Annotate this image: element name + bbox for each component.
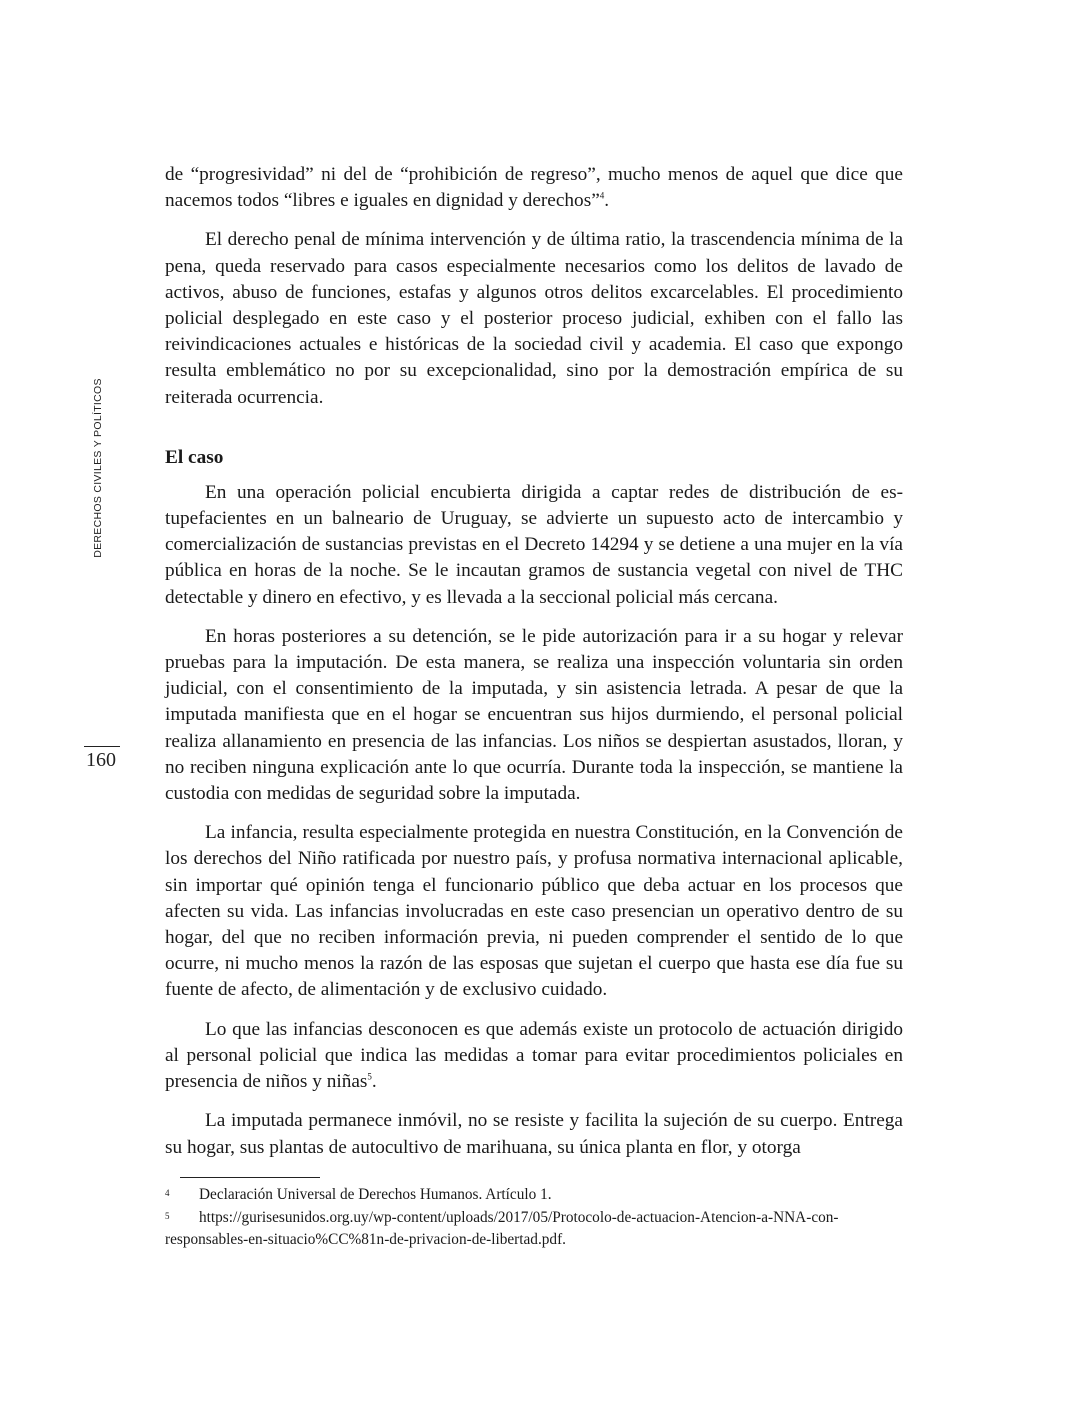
footnote-ref-4[interactable]: 4 [599,190,605,201]
paragraph-text: de “progresividad” ni del de “prohibición de regreso”, mucho menos de aquel que dice que nacemos todos “libres e iguales en dignidad y derechos” [165,164,903,212]
page-number-rule [84,746,120,747]
section-heading: El caso [165,446,224,468]
footnote-4 [165,1184,903,1207]
page-number: 160 [86,749,116,771]
footnote-text: Declaración Universal de Derechos Humanos. Artículo 1. [199,1186,552,1203]
paragraph-case-4 [165,1017,903,1096]
paragraph-tail: . [371,1071,377,1093]
footnote-link[interactable]: https://gurisesunidos.org.uy/wp-content/uploads/2017/05/Protocolo-de-actuacion-Atencion-a-NNA-con-responsables-en-situacio%CC%81n-de-privacion-de-libertad.pdf. [165,1208,839,1248]
paragraph-tail: . [604,190,610,212]
paragraph-case-2: En horas posteriores a su detención, se le pide autorización para ir a su hogar y relevar pruebas para la imputación. De esta manera, se realiza una inspección voluntaria sin orden judicial, con el consentimiento de la imputada, y sin asistencia letrada. A pesar de que la imputada manifiesta que en el hogar se encuentran sus hijos durmiendo, el personal policial realiza allanamiento en presencia de las infancias. Los niños se despiertan asustados, lloran, y no reciben ninguna explicación ante lo que ocurría. Durante toda la inspección, se mantiene la custodia con medidas de seguridad sobre la imputada. [165,625,903,805]
paragraph-case-1: En una operación policial encubierta dirigida a captar redes de distribución de estupefacientes en un balneario de Uruguay, se advierte un supuesto acto de intercambio y comercialización de sustancias previstas en el Decreto 14294 y se detiene a una mujer en la vía pública en horas de la noche. Se le incautan gramos de sustancia vegetal con nivel de THC detectable y dinero en efectivo, y es llevada a la seccional policial más cercana. [165,481,903,608]
footnote-mark: 4 [165,1188,170,1198]
footnote-rule [180,1177,320,1178]
body-text [165,162,903,1174]
paragraph-case-5: La imputada permanece inmóvil, no se resiste y facilita la sujeción de su cuerpo. Entrega su hogar, sus plantas de autocultivo de marihuana, su única planta en flor, y otorga [165,1110,903,1158]
footnote-5 [165,1207,903,1252]
footnote-ref-5[interactable]: 5 [367,1071,372,1082]
running-section-label: DERECHOS CIVILES Y POLÍTICOS [92,378,104,558]
paragraph-case-3: La infancia, resulta especialmente protegida en nuestra Constitución, en la Convención de los derechos del Niño ratificada por nuestro país, y profusa normativa internacional aplicable, sin importar qué opinión tenga el funcionario público que deba actuar en los procesos que afecten su vida. Las infancias involucradas en este caso presencian un operativo dentro de su hogar, del que no reciben información previa, ni pueden comprender el sentido de lo que ocurre, ni mucho menos la razón de las esposas que sujetan el cuerpo que hasta ese día fue su fuente de afecto, de alimentación y de exclusivo cuidado. [165,822,903,1001]
paragraph-text: Lo que las infancias desconocen es que además existe un protocolo de actuación dirigido al personal policial que indica las medidas a tomar para evitar procedimientos policiales en presencia de niños y niñas [165,1018,903,1093]
paragraph-intro-1 [165,162,903,214]
footnotes [165,1184,903,1252]
footnote-mark: 5 [165,1210,170,1221]
paragraph-intro-2: El derecho penal de mínima intervención y de última ratio, la trascendencia mínima de la pena, queda reservado para casos especialmente necesarios como los delitos de lavado de activos, abuso de funciones, estafas y algunos otros delitos excarcelables. El procedimiento policial desplegado en este caso y el posterior proceso judicial, exhiben con el fallo las reivindicaciones actuales e históricas de la sociedad civil y academia. El caso que expongo resulta emblemático no por su excepcionalidad, sino por la demostración empírica de su reiterada ocurrencia. [165,229,903,408]
